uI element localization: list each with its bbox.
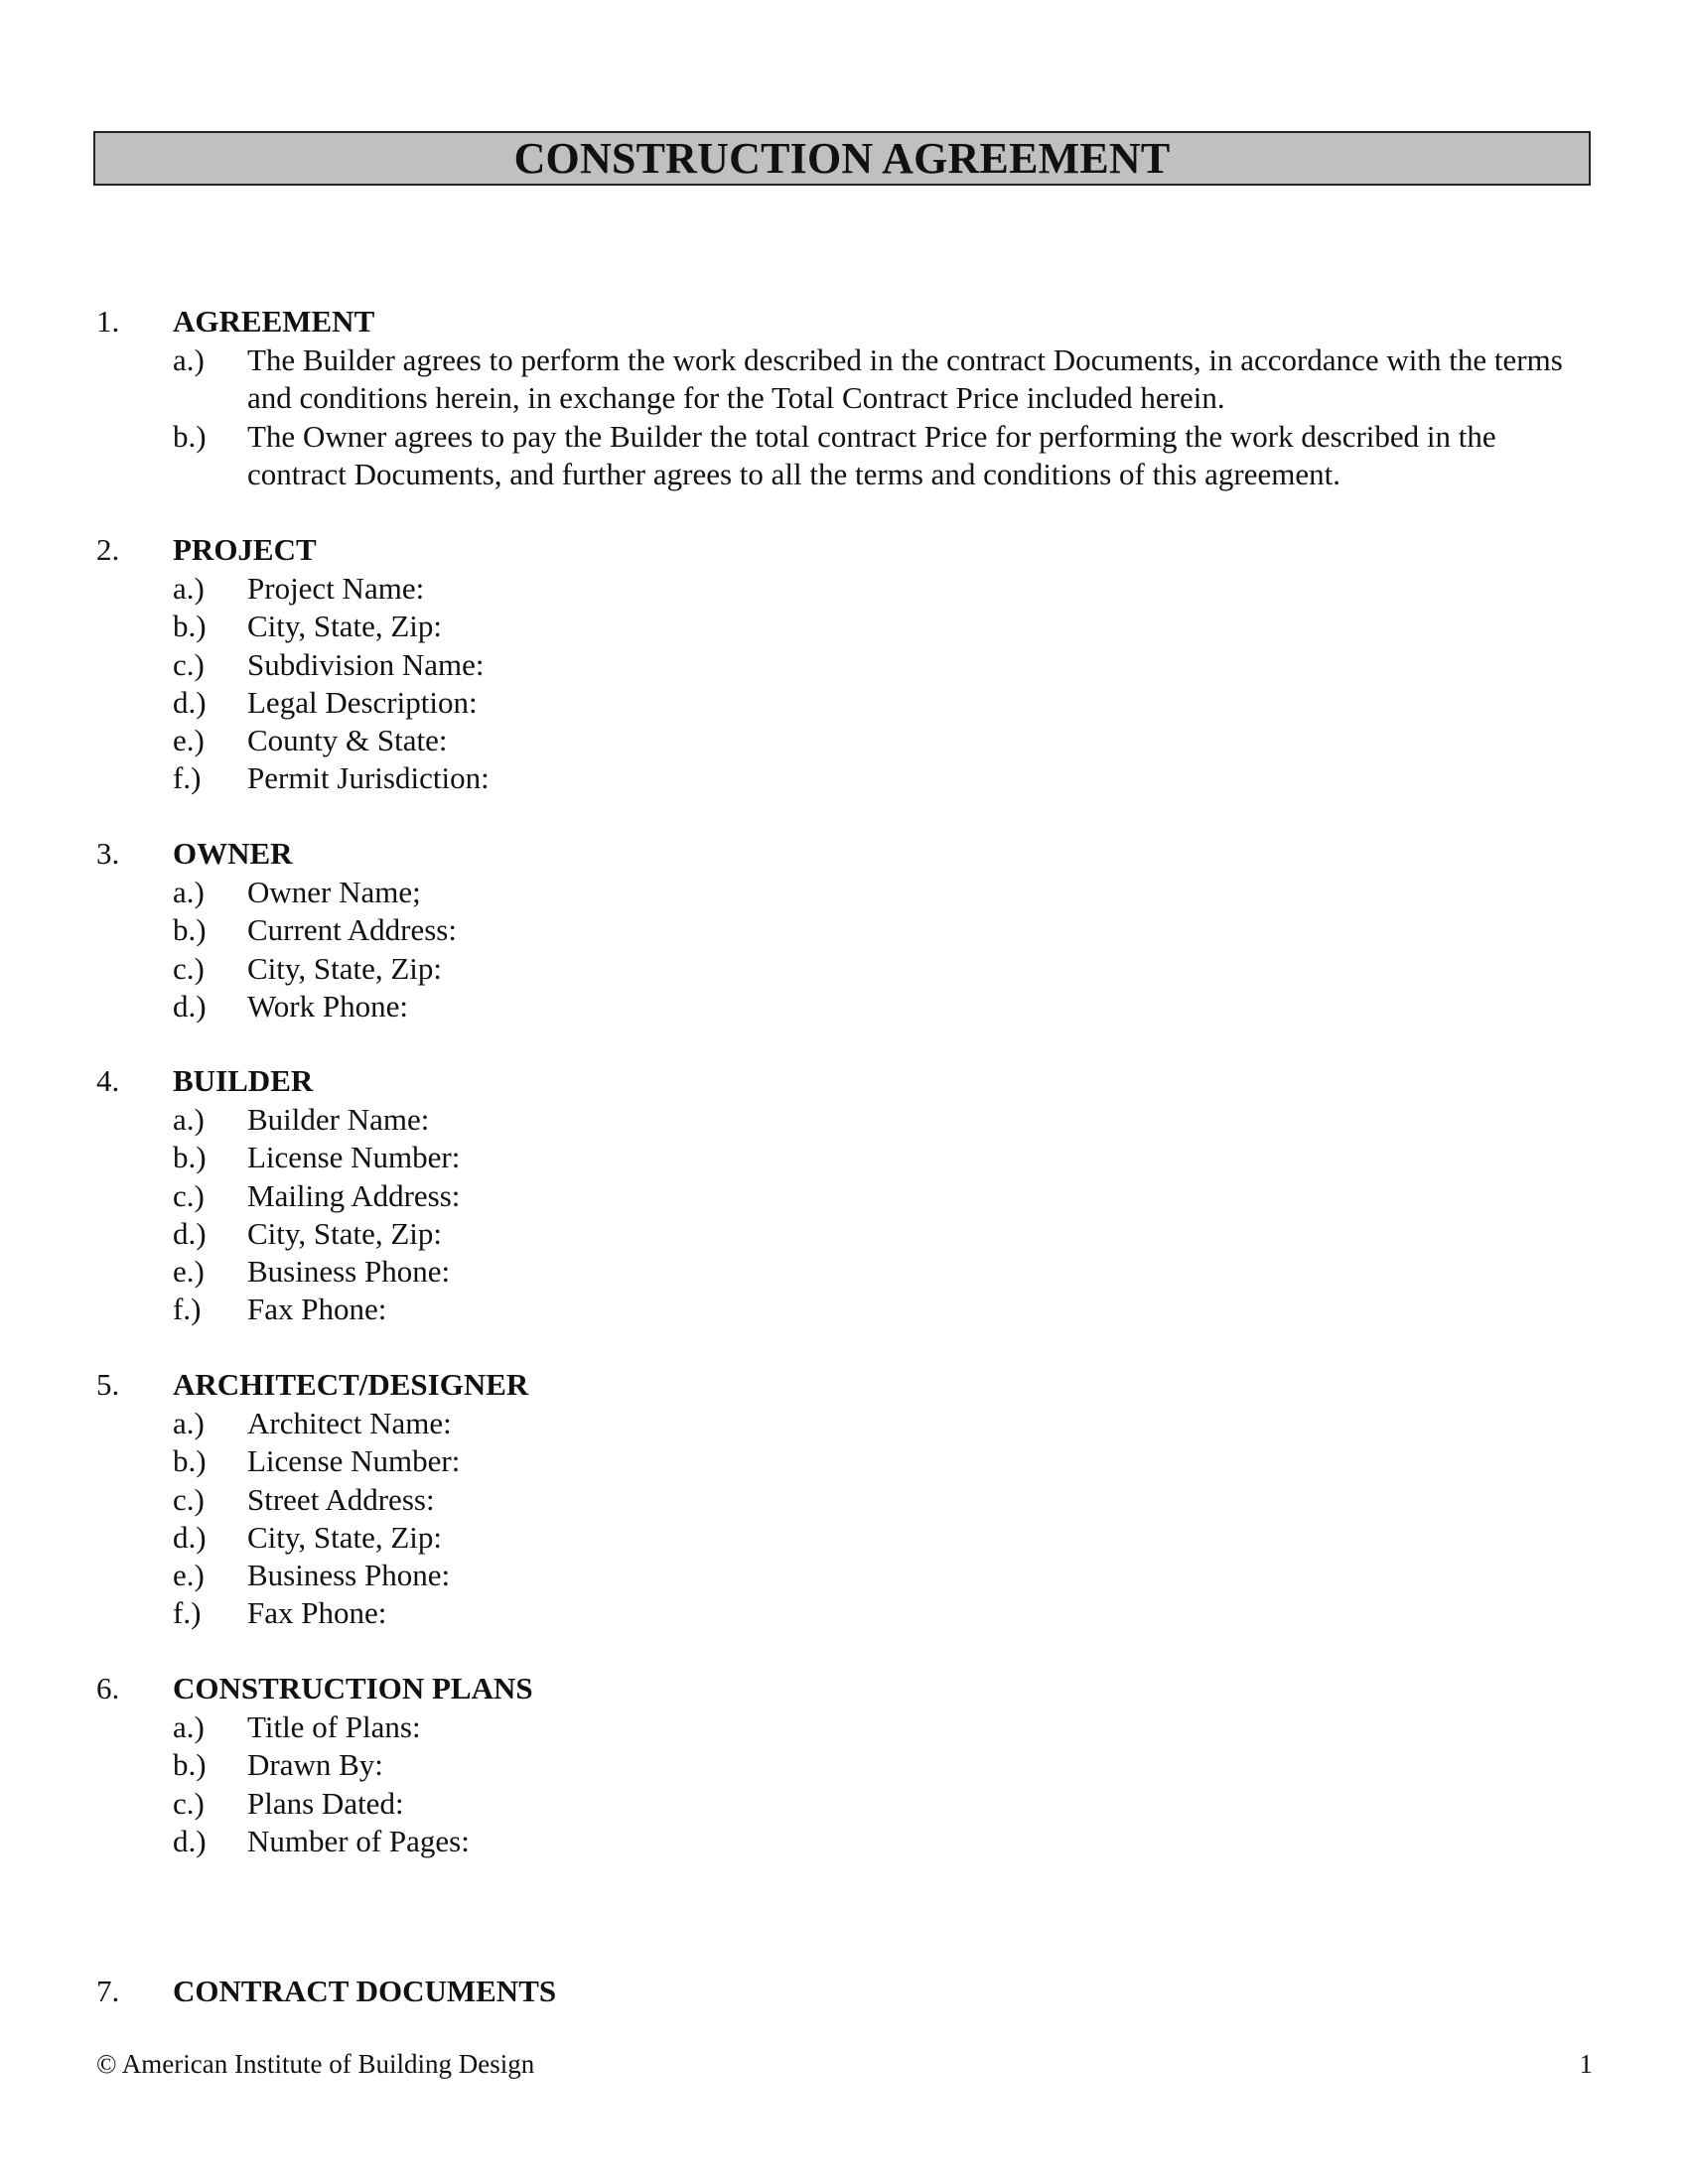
section-number: 1. bbox=[96, 304, 120, 339]
section-number: 3. bbox=[96, 836, 120, 871]
item-text: Architect Name: bbox=[247, 1406, 452, 1440]
list-item bbox=[0, 1442, 1688, 1480]
item-letter: a.) bbox=[173, 1102, 205, 1137]
item-text: Plans Dated: bbox=[247, 1785, 404, 1821]
section-heading bbox=[0, 532, 1688, 570]
item-letter: b.) bbox=[173, 418, 207, 454]
footer-page-number: 1 bbox=[1579, 2049, 1593, 2079]
section-number: 7. bbox=[96, 1974, 120, 2008]
item-text: Work Phone: bbox=[247, 988, 408, 1024]
footer-copyright: © American Institute of Building Design bbox=[96, 2049, 535, 2079]
item-text: Owner Name; bbox=[247, 875, 421, 909]
item-letter: c.) bbox=[173, 1177, 205, 1213]
item-letter: f.) bbox=[173, 1595, 202, 1631]
list-item bbox=[0, 1708, 1688, 1746]
section-7 bbox=[0, 1974, 1688, 2011]
list-item bbox=[0, 1253, 1688, 1291]
list-item bbox=[0, 1481, 1688, 1519]
section-title: BUILDER bbox=[173, 1063, 314, 1098]
section-number: 4. bbox=[96, 1063, 120, 1098]
list-item bbox=[0, 684, 1688, 722]
item-text: Current Address: bbox=[247, 912, 457, 948]
item-letter: e.) bbox=[173, 723, 205, 758]
item-text: Permit Jurisdiction: bbox=[247, 760, 490, 796]
document-title-box bbox=[93, 131, 1591, 186]
list-item bbox=[0, 722, 1688, 759]
section-heading bbox=[0, 1063, 1688, 1101]
item-text: City, State, Zip: bbox=[247, 609, 443, 644]
section-title: CONSTRUCTION PLANS bbox=[173, 1671, 533, 1706]
item-text: City, State, Zip: bbox=[247, 1215, 443, 1251]
item-letter: d.) bbox=[173, 1215, 207, 1251]
item-text: County & State: bbox=[247, 723, 448, 758]
item-text: Fax Phone: bbox=[247, 1595, 387, 1631]
section-heading bbox=[0, 1671, 1688, 1708]
item-letter: d.) bbox=[173, 988, 207, 1024]
item-letter: e.) bbox=[173, 1558, 205, 1593]
list-item bbox=[0, 341, 1688, 418]
item-text: Builder Name: bbox=[247, 1102, 430, 1137]
list-item bbox=[0, 874, 1688, 911]
section-number: 5. bbox=[96, 1367, 120, 1402]
item-text: Fax Phone: bbox=[247, 1292, 387, 1327]
list-item bbox=[0, 1746, 1688, 1784]
list-item bbox=[0, 1101, 1688, 1139]
item-letter: a.) bbox=[173, 571, 205, 606]
item-letter: c.) bbox=[173, 646, 205, 682]
list-item bbox=[0, 646, 1688, 684]
item-text: Project Name: bbox=[247, 571, 425, 606]
section-6 bbox=[0, 1671, 1688, 1860]
item-text: Business Phone: bbox=[247, 1558, 451, 1593]
item-text: Subdivision Name: bbox=[247, 646, 485, 682]
document-title: CONSTRUCTION AGREEMENT bbox=[513, 134, 1171, 183]
section-3 bbox=[0, 836, 1688, 1025]
item-letter: b.) bbox=[173, 1140, 207, 1175]
item-letter: c.) bbox=[173, 1785, 205, 1821]
item-text: Business Phone: bbox=[247, 1254, 451, 1290]
item-text: Mailing Address: bbox=[247, 1177, 461, 1213]
section-title: OWNER bbox=[173, 836, 293, 871]
section-1 bbox=[0, 304, 1688, 493]
item-letter: f.) bbox=[173, 1292, 202, 1327]
item-letter: b.) bbox=[173, 912, 207, 948]
list-item bbox=[0, 911, 1688, 949]
section-title: CONTRACT DOCUMENTS bbox=[173, 1974, 557, 2008]
list-item bbox=[0, 1557, 1688, 1594]
list-item bbox=[0, 1405, 1688, 1442]
item-letter: f.) bbox=[173, 760, 202, 796]
item-letter: a.) bbox=[173, 342, 205, 377]
list-item bbox=[0, 570, 1688, 608]
item-text: Number of Pages: bbox=[247, 1823, 470, 1858]
item-text: The Owner agrees to pay the Builder the total contract Price for performing the work described in the contract Documents, and further agrees to all the terms and conditions of this agreement. bbox=[247, 418, 1496, 491]
item-text: Title of Plans: bbox=[247, 1709, 421, 1744]
section-heading bbox=[0, 1974, 1688, 2011]
list-item bbox=[0, 1177, 1688, 1215]
list-item bbox=[0, 988, 1688, 1025]
item-letter: b.) bbox=[173, 1747, 207, 1783]
item-letter: b.) bbox=[173, 1443, 207, 1479]
list-item bbox=[0, 1139, 1688, 1176]
item-text: The Builder agrees to perform the work described in the contract Documents, in accordance with the terms and conditions herein, in exchange for the Total Contract Price included herein. bbox=[247, 342, 1563, 416]
item-text: License Number: bbox=[247, 1443, 461, 1479]
item-text: City, State, Zip: bbox=[247, 1519, 443, 1555]
section-2 bbox=[0, 532, 1688, 798]
item-text: License Number: bbox=[247, 1140, 461, 1175]
list-item bbox=[0, 608, 1688, 645]
section-title: AGREEMENT bbox=[173, 304, 375, 339]
list-item bbox=[0, 1291, 1688, 1328]
section-number: 6. bbox=[96, 1671, 120, 1706]
item-text: City, State, Zip: bbox=[247, 950, 443, 986]
item-letter: c.) bbox=[173, 1481, 205, 1517]
section-number: 2. bbox=[96, 532, 120, 567]
list-item bbox=[0, 1785, 1688, 1823]
list-item bbox=[0, 1594, 1688, 1632]
item-letter: a.) bbox=[173, 875, 205, 909]
item-text: Legal Description: bbox=[247, 684, 478, 720]
item-text: Drawn By: bbox=[247, 1747, 383, 1783]
list-item bbox=[0, 759, 1688, 797]
section-4 bbox=[0, 1063, 1688, 1329]
list-item bbox=[0, 418, 1688, 494]
item-letter: b.) bbox=[173, 609, 207, 644]
item-letter: a.) bbox=[173, 1709, 205, 1744]
section-heading bbox=[0, 1367, 1688, 1405]
list-item bbox=[0, 1519, 1688, 1557]
list-item bbox=[0, 1823, 1688, 1860]
item-letter: d.) bbox=[173, 684, 207, 720]
item-letter: a.) bbox=[173, 1406, 205, 1440]
section-title: ARCHITECT/DESIGNER bbox=[173, 1367, 529, 1402]
section-5 bbox=[0, 1367, 1688, 1633]
item-letter: d.) bbox=[173, 1519, 207, 1555]
section-heading bbox=[0, 304, 1688, 341]
item-letter: d.) bbox=[173, 1823, 207, 1858]
section-title: PROJECT bbox=[173, 532, 317, 567]
list-item bbox=[0, 950, 1688, 988]
item-text: Street Address: bbox=[247, 1481, 435, 1517]
item-letter: e.) bbox=[173, 1254, 205, 1290]
item-letter: c.) bbox=[173, 950, 205, 986]
list-item bbox=[0, 1215, 1688, 1253]
section-heading bbox=[0, 836, 1688, 874]
